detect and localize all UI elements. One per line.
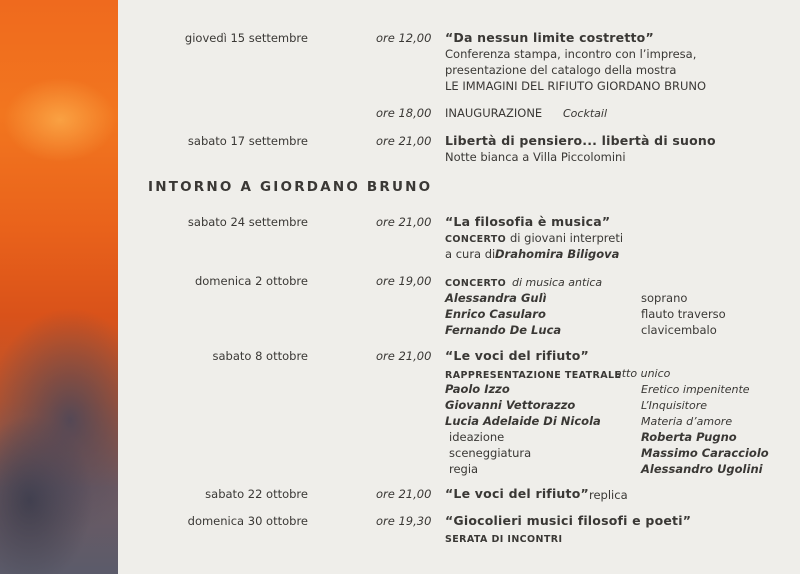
cast-role: Materia d’amore [641, 415, 733, 428]
event-time: ore 21,00 [376, 487, 432, 501]
cast-name: Paolo Izzo [445, 382, 510, 396]
event-time: ore 21,00 [376, 134, 432, 148]
performer-name: Alessandra Gulì [445, 291, 547, 305]
program-page [118, 0, 800, 574]
cast-name: Lucia Adelaide Di Nicola [445, 414, 601, 428]
event-date: domenica 2 ottobre [194, 274, 308, 288]
event-line: Notte bianca a Villa Piccolomini [445, 150, 626, 164]
concerto-label: CONCERTO [445, 234, 507, 245]
concerto-label: CONCERTO [445, 278, 507, 289]
crew-role: sceneggiatura [449, 446, 532, 460]
crew-name: Massimo Caracciolo [641, 446, 769, 460]
performer-name: Fernando De Luca [445, 323, 562, 337]
cast-name: Giovanni Vettorazzo [445, 398, 576, 412]
event-line: Conferenza stampa, incontro con l’impresa, [445, 47, 697, 61]
event-title: “Le voci del rifiuto” [445, 348, 589, 363]
event-title: INAUGURAZIONE [445, 106, 543, 120]
event-subtitle: SERATA DI INCONTRI [445, 534, 563, 545]
section-heading: INTORNO A GIORDANO BRUNO [148, 179, 433, 195]
event-title: “Da nessun limite costretto” [445, 30, 654, 45]
performer-role: soprano [641, 291, 688, 305]
event-time: ore 18,00 [376, 106, 432, 120]
theatre-label: RAPPRESENTAZIONE TEATRALE [445, 370, 622, 381]
event-line: di giovani interpreti [510, 231, 624, 245]
event-line: a cura di [445, 247, 496, 261]
event-line: LE IMMAGINI DEL RIFIUTO GIORDANO BRUNO [445, 79, 707, 93]
event-time: ore 12,00 [376, 31, 432, 45]
crew-name: Roberta Pugno [641, 430, 737, 444]
performer-role: flauto traverso [641, 307, 726, 321]
event-date: sabato 8 ottobre [212, 349, 308, 363]
cast-role: Eretico impenitente [641, 383, 750, 396]
event-title: “Giocolieri musici filosofi e poeti” [445, 513, 692, 528]
event-subtitle: di musica antica [512, 276, 603, 289]
cast-role: L’Inquisitore [641, 399, 707, 412]
crew-role: ideazione [449, 430, 505, 444]
crew-name: Alessandro Ugolini [641, 462, 763, 476]
event-time: ore 21,00 [376, 215, 432, 229]
event-time: ore 19,30 [376, 514, 432, 528]
theatre-note: atto unico [615, 367, 671, 380]
curator-name: Drahomira Biligova [495, 247, 620, 261]
event-date: sabato 22 ottobre [205, 487, 308, 501]
event-date: sabato 24 settembre [187, 215, 308, 229]
event-note: replica [589, 488, 628, 502]
event-date: domenica 30 ottobre [187, 514, 308, 528]
performer-name: Enrico Casularo [445, 307, 546, 321]
painting-strip [0, 0, 118, 574]
event-time: ore 21,00 [376, 349, 432, 363]
event-title: “Le voci del rifiuto” [445, 486, 589, 501]
event-line: presentazione del catalogo della mostra [445, 63, 677, 77]
event-date: sabato 17 settembre [187, 134, 308, 148]
event-title: Libertà di pensiero... libertà di suono [445, 133, 716, 148]
event-date: giovedì 15 settembre [184, 31, 308, 45]
event-time: ore 19,00 [376, 274, 432, 288]
crew-role: regia [449, 462, 479, 476]
event-title: “La filosofia è musica” [445, 214, 611, 229]
event-note: Cocktail [563, 107, 607, 120]
performer-role: clavicembalo [641, 323, 717, 337]
